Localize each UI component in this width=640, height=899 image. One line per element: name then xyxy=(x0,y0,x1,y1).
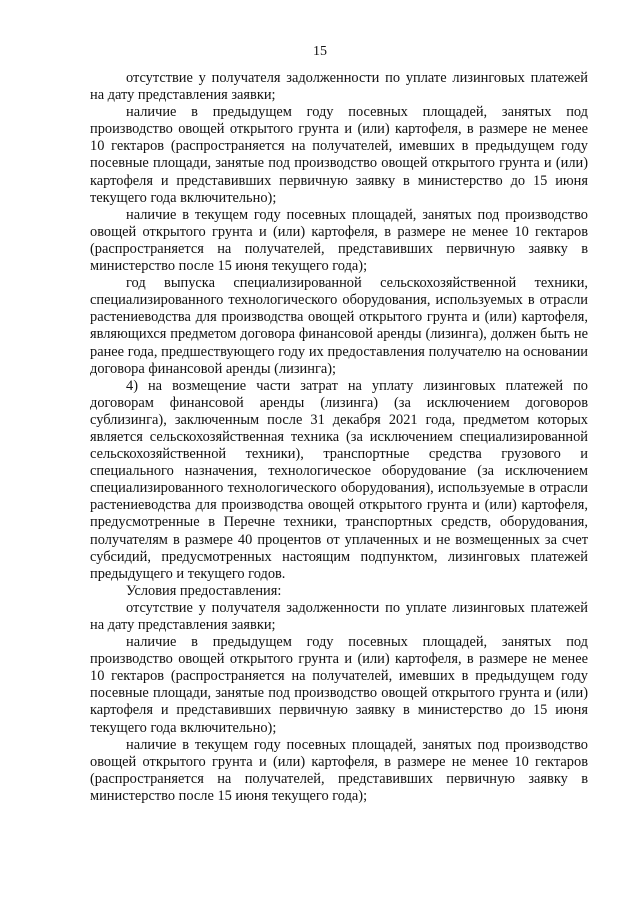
paragraph: наличие в текущем году посевных площадей, занятых под производство овощей открытого грунта и (или) картофеля, в размере не менее 10 гектаров (распространяется на получателей, представивших первичную заявку в министерство после 15 июня текущего года); xyxy=(90,206,588,275)
paragraph: Условия предоставления: xyxy=(126,582,282,599)
paragraph: год выпуска специализированной сельскохозяйственной техники, специализированного технологического оборудования, используемых в отрасли растениеводства для производства овощей открытого грунта и (или) картофеля, являющихся предметом договора финансовой аренды (лизинга), должен быть не ранее года, предшествующего году их предоставления получателю на основании договора финансовой аренды (лизинга); xyxy=(90,275,588,377)
paragraph: отсутствие у получателя задолженности по уплате лизинговых платежей на дату представления заявки; xyxy=(90,70,588,104)
paragraph: 4) на возмещение части затрат на уплату лизинговых платежей по договорам финансовой аренды (лизинга) (за исключением договоров сублизинга), заключенным после 31 декабря 2021 года, предметом которых является сельскохозяйственная техника (за исключением специализированной сельскохозяйственной техники), транспортные средства грузового и специального назначения, технологическое оборудование (за исключением специализированного технологического оборудования), используемые в отрасли растениеводства для производства овощей открытого грунта и (или) картофеля, предусмотренные в Перечне техники, транспортных средств, оборудования, получателям в размере 40 процентов от уплаченных и не возмещенных за счет субсидий, предусмотренных настоящим подпунктом, лизинговых платежей предыдущего и текущего годов. xyxy=(90,377,588,582)
paragraph: отсутствие у получателя задолженности по уплате лизинговых платежей на дату представления заявки; xyxy=(90,599,588,633)
paragraph: наличие в текущем году посевных площадей, занятых под производство овощей открытого грунта и (или) картофеля, в размере не менее 10 гектаров (распространяется на получателей, представивших первичную заявку в министерство после 15 июня текущего года); xyxy=(90,736,588,804)
paragraph: наличие в предыдущем году посевных площадей, занятых под производство овощей открытого грунта и (или) картофеля, в размере не менее 10 гектаров (распространяется на получателей, имевших в предыдущем году посевные площади, занятые под производство овощей открытого грунта и (или) картофеля и представивших первичную заявку в министерство до 15 июня текущего года включительно); xyxy=(90,104,588,206)
paragraph: наличие в предыдущем году посевных площадей, занятых под производство овощей открытого грунта и (или) картофеля, в размере не менее 10 гектаров (распространяется на получателей, имевших в предыдущем году посевные площади, занятые под производство овощей открытого грунта и (или) картофеля и представивших первичную заявку в министерство до 15 июня текущего года включительно); xyxy=(90,634,588,736)
document-body xyxy=(90,70,588,805)
page-number: 15 xyxy=(313,44,327,59)
